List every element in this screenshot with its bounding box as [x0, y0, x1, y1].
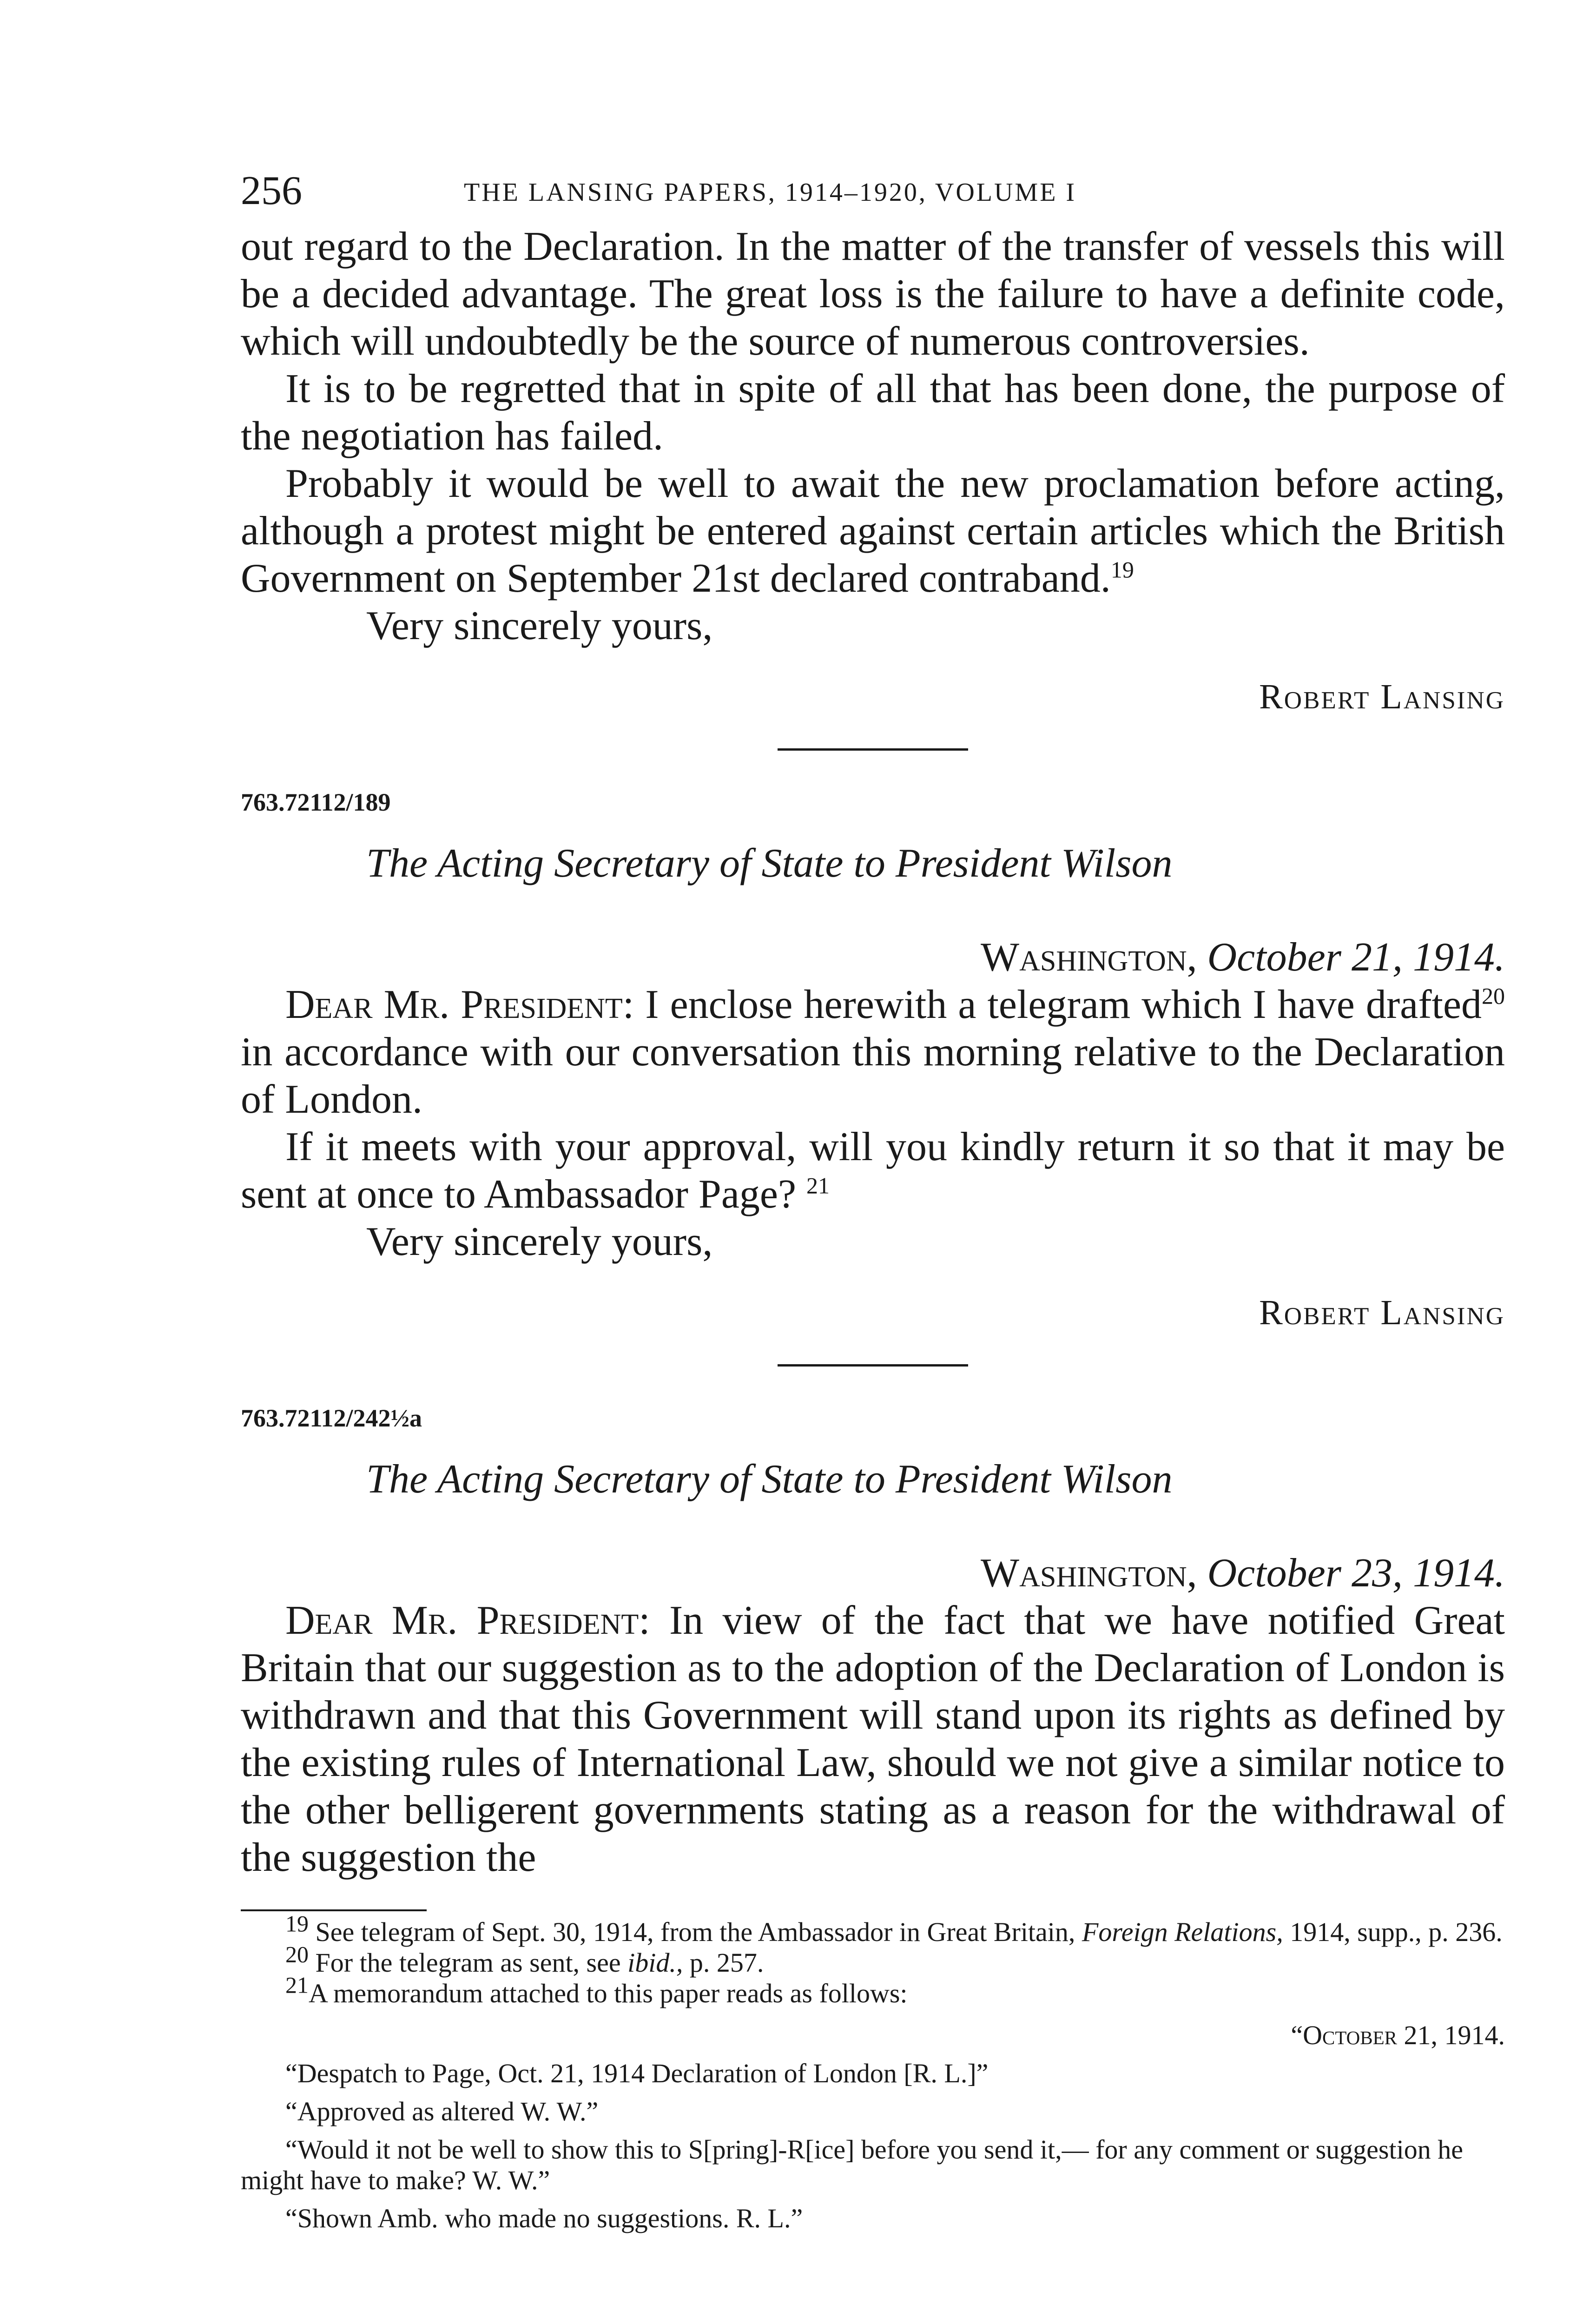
paragraph-text: I enclose herewith a telegram which I have drafted	[645, 982, 1482, 1027]
footnote-text: A memorandum attached to this paper reads as follows:	[309, 1978, 908, 2008]
section-divider	[778, 748, 968, 751]
memo-date-text: “October 21, 1914.	[1291, 2020, 1505, 2050]
footnote-citation: ibid.,	[627, 1948, 683, 1978]
footnote-ref: 21	[806, 1172, 830, 1199]
footnote-mark: 19	[285, 1910, 309, 1937]
dateline	[241, 1550, 1505, 1597]
dateline-place: Washington,	[981, 1551, 1197, 1596]
salutation: Dear Mr. President:	[285, 982, 634, 1027]
footnote-text: For the telegram as sent, see	[315, 1948, 621, 1978]
footnotes	[241, 1910, 1505, 2234]
document-title: The Acting Secretary of State to President Wilson	[366, 1457, 1173, 1502]
memo-date	[241, 2020, 1505, 2051]
paragraph-text: in accordance with our conversation this morning relative to the Declaration of London.	[241, 1030, 1505, 1122]
paragraph	[241, 1123, 1505, 1218]
paragraph-text: Probably it would be well to await the new proclamation before acting, although a protest might be entered against certain articles which the British Government on September 21st declared contraband.	[241, 461, 1505, 601]
document-title: The Acting Secretary of State to President Wilson	[366, 841, 1173, 886]
section-divider	[778, 1364, 968, 1367]
paragraph-text: In view of the fact that we have notified Great Britain that our suggestion as to the adoption of the Declaration of London is withdrawn and that this Government will stand upon its rights as defined by the existing rules of International Law, should we not give a similar notice to the other belligerent governments stating as a reason for the withdrawal of the suggestion the	[241, 1598, 1505, 1880]
body-text	[241, 223, 1505, 1882]
footnote-ref: 20	[1482, 983, 1505, 1009]
memo-line: “Would it not be well to show this to S[pring]-R[ice] before you send it,— for any comment or suggestion he might have to make? W. W.”	[241, 2134, 1463, 2195]
footnote-text: See telegram of Sept. 30, 1914, from the Ambassador in Great Britain,	[315, 1917, 1075, 1947]
footnote-text: p. 257.	[689, 1948, 764, 1978]
footnote-text: 1914, supp., p. 236.	[1290, 1917, 1503, 1947]
footnote-ref: 19	[1110, 556, 1134, 583]
paragraph	[241, 1597, 1505, 1882]
closing: Very sincerely yours,	[366, 603, 713, 648]
file-number: 763.72112/189	[241, 788, 391, 816]
memo-line: “Approved as altered W. W.”	[285, 2096, 599, 2126]
dateline	[241, 934, 1505, 981]
paragraph: It is to be regretted that in spite of all that has been done, the purpose of the negotiation has failed.	[241, 366, 1505, 459]
footnote-mark: 21	[285, 1972, 309, 1998]
paragraph	[241, 981, 1505, 1123]
salutation: Dear Mr. President:	[285, 1598, 650, 1643]
page-header	[241, 167, 1505, 223]
memo-line: “Shown Amb. who made no suggestions. R. L.”	[285, 2203, 803, 2233]
closing: Very sincerely yours,	[366, 1219, 713, 1264]
footnote	[241, 1910, 1505, 1948]
signature: Robert Lansing	[1259, 1293, 1505, 1332]
dateline-date: October 21, 1914.	[1207, 935, 1505, 980]
footnote-mark: 20	[285, 1941, 309, 1967]
signature: Robert Lansing	[1259, 677, 1505, 716]
page-number: 256	[241, 168, 302, 213]
file-number: 763.72112/242½a	[241, 1404, 422, 1432]
paragraph	[241, 460, 1505, 602]
dateline-date: October 23, 1914.	[1207, 1551, 1505, 1596]
document-page	[241, 167, 1505, 2234]
running-title: THE LANSING PAPERS, 1914–1920, VOLUME I	[464, 178, 1077, 207]
footnote	[241, 1972, 1505, 2009]
paragraph: out regard to the Declaration. In the matter of the transfer of vessels this will be a decided advantage. The great loss is the failure to have a definite code, which will undoubtedly be the source of numerous controversies.	[241, 224, 1505, 364]
footnote-citation: Foreign Relations,	[1082, 1917, 1283, 1947]
dateline-place: Washington,	[981, 935, 1197, 980]
paragraph-text: If it meets with your approval, will you kindly return it so that it may be sent at once to Ambassador Page?	[241, 1124, 1505, 1217]
footnote	[241, 1941, 1505, 1978]
memo-line: “Despatch to Page, Oct. 21, 1914 Declaration of London [R. L.]”	[285, 2058, 989, 2088]
footnote-divider	[241, 1909, 427, 1911]
